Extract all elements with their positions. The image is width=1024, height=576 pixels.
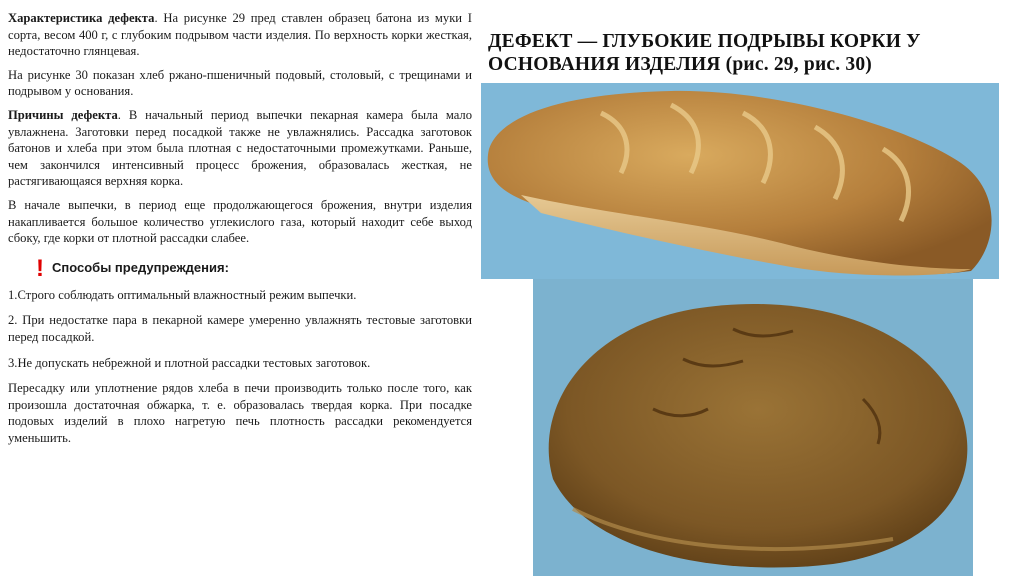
prevention-colon: : — [224, 260, 229, 276]
prevention-list — [8, 287, 472, 447]
list-item: Пересадку или уплотнение рядов хлеба в печи производить только после того, как произошла достаточная обжарка, т. е. образовалась твердая корка. При посадке подовых изделий в плохо нагретую печь плотность рассадки рекомендуется уменьшить. — [8, 381, 472, 445]
causes-heading: Причины дефекта — [8, 107, 118, 122]
list-item: 1.Строго соблюдать оптимальный влажностный режим выпечки. — [8, 287, 357, 302]
list-item: 2. При недостатке пара в пекарной камере умеренно увлажнять тестовые заготовки перед посадкой. — [8, 313, 472, 344]
rye-loaf-image — [533, 279, 973, 576]
paragraph-causes — [8, 107, 472, 190]
description-column — [8, 10, 472, 455]
photo-baton-figure-29 — [481, 83, 999, 279]
characteristics-heading: Характеристика дефекта — [8, 11, 155, 25]
paragraph-characteristics — [8, 10, 472, 60]
paragraph-fermentation: В начале выпечки, в период еще продолжающегося брожения, внутри изделия накапливается большое количество углекислого газа, который находит себе выход сбоку, где корки от плотной рассадки слабее. — [8, 197, 472, 246]
prevention-title: Способы предупреждения — [52, 260, 225, 276]
list-item: 3.Не допускать небрежной и плотной рассадки тестовых заготовок. — [8, 355, 371, 370]
baton-loaf-image — [481, 83, 999, 279]
page-title: ДЕФЕКТ — ГЛУБОКИЕ ПОДРЫВЫ КОРКИ У ОСНОВАНИЯ ИЗДЕЛИЯ (рис. 29, рис. 30) — [488, 31, 921, 75]
characteristics-text: . На рисунке 29 пред ставлен образец батона из муки I сорта, весом 400 г, с глубоким подрывом части изделия. По верхность корки жесткая, недостаточно глянцевая. — [8, 11, 472, 59]
causes-text: . В начальный период выпечки пекарная камера была мало увлажнена. Заготовки перед посадкой также не увлажнялись. Рассадка заготовок батонов и хлеба при этом была плотная с недостаточными промежутками. Раньше, чем закончился интенсивный процесс брожения, образовалась жесткая, не растягивающаяся верхняя корка. — [8, 107, 472, 189]
exclamation-icon: ! — [36, 254, 44, 282]
prevention-heading — [36, 254, 472, 282]
paragraph-figure-30: На рисунке 30 показан хлеб ржано-пшеничный подовый, столовый, с трещинами и подрывом у основания. — [8, 67, 472, 99]
photo-rye-bread-figure-30 — [533, 279, 973, 576]
